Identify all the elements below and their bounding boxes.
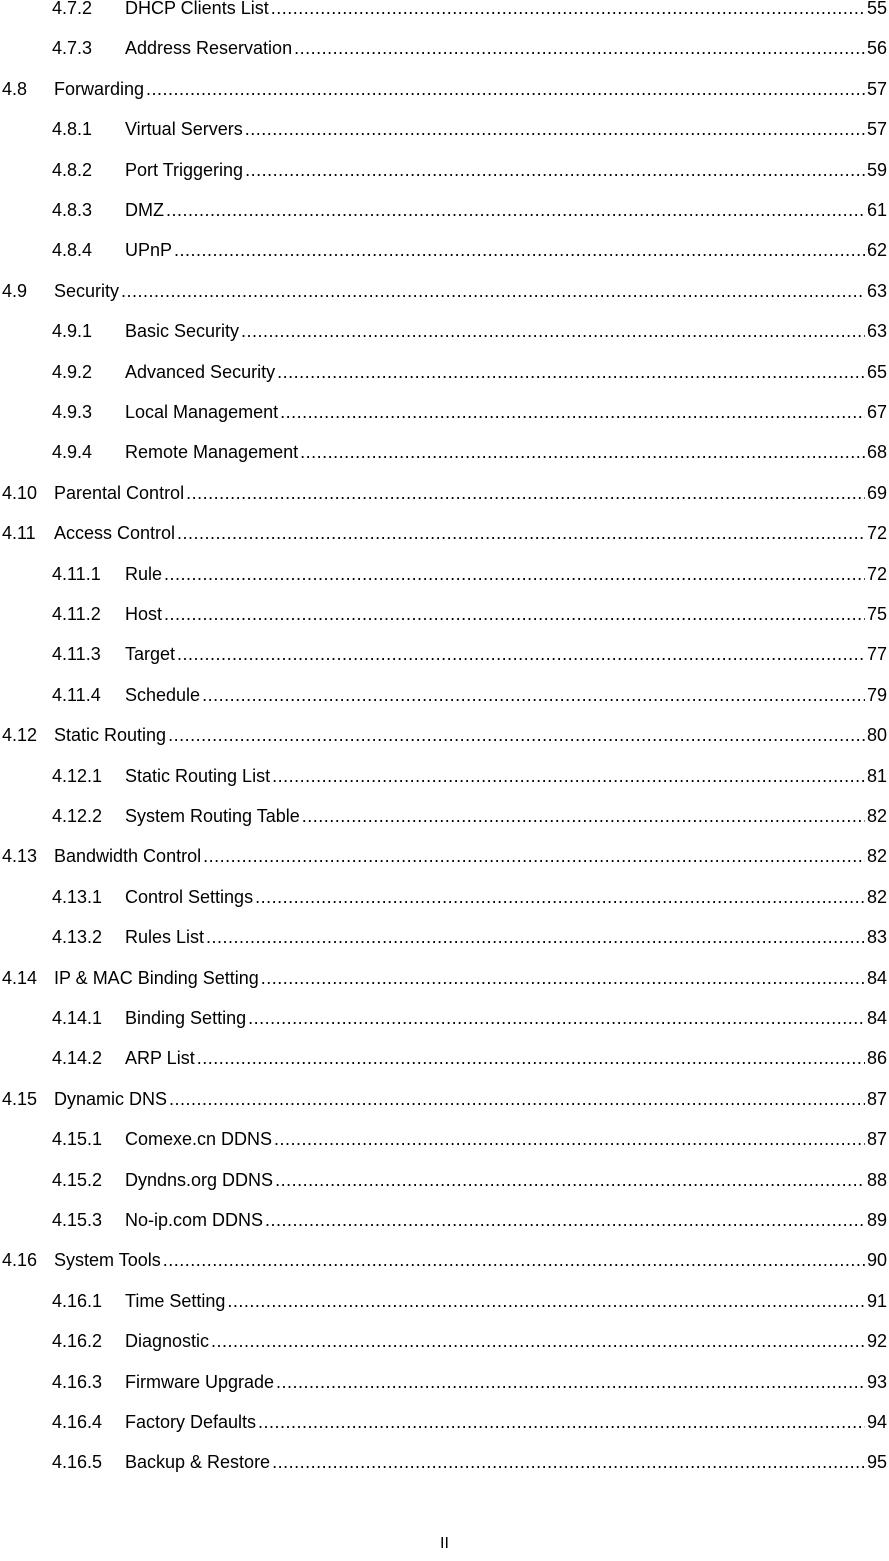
toc-entry-title: Security bbox=[54, 280, 120, 301]
toc-entry-title: Remote Management bbox=[125, 442, 299, 463]
dot-leader bbox=[164, 602, 865, 626]
toc-entry[interactable] bbox=[2, 279, 887, 303]
toc-entry-title: Parental Control bbox=[54, 482, 185, 503]
toc-entry[interactable] bbox=[52, 1208, 887, 1232]
toc-entry-number: 4.12.2 bbox=[52, 806, 103, 826]
toc-entry-title: Rules List bbox=[125, 927, 205, 948]
toc-entry[interactable] bbox=[52, 1329, 887, 1353]
toc-entry-page: 77 bbox=[866, 644, 887, 665]
toc-entry-number: 4.8.1 bbox=[52, 119, 93, 140]
toc-entry-number: 4.16.5 bbox=[52, 1452, 103, 1473]
dot-leader bbox=[276, 1370, 865, 1394]
toc-entry[interactable] bbox=[52, 1289, 887, 1313]
toc-entry[interactable] bbox=[52, 1046, 887, 1070]
toc-entry[interactable] bbox=[2, 844, 887, 868]
dot-leader bbox=[265, 1208, 865, 1232]
toc-entry-page: 59 bbox=[866, 159, 887, 180]
toc-entry-page: 89 bbox=[866, 1210, 887, 1230]
toc-entry[interactable] bbox=[2, 1087, 887, 1111]
dot-leader bbox=[227, 1289, 865, 1313]
toc-entry-number: 4.11.2 bbox=[52, 604, 101, 624]
toc-entry-title: System Tools bbox=[54, 1250, 161, 1271]
toc-entry[interactable] bbox=[52, 642, 887, 666]
toc-entry[interactable] bbox=[52, 319, 887, 343]
toc-entry-number: 4.12.1 bbox=[52, 765, 103, 786]
toc-entry-number: 4.7.3 bbox=[52, 38, 93, 59]
toc-entry-number: 4.10 bbox=[2, 482, 38, 503]
toc-entry[interactable] bbox=[52, 1127, 887, 1151]
toc-entry-title: Static Routing List bbox=[125, 765, 271, 786]
toc-entry-page: 91 bbox=[866, 1290, 887, 1311]
toc-entry[interactable] bbox=[52, 117, 887, 141]
toc-entry[interactable] bbox=[52, 562, 887, 586]
dot-leader bbox=[121, 279, 865, 303]
toc-entry-number: 4.8.3 bbox=[52, 200, 93, 220]
dot-leader bbox=[271, 0, 865, 20]
toc-entry[interactable] bbox=[52, 885, 887, 909]
toc-entry[interactable] bbox=[52, 1006, 887, 1030]
toc-entry-page: 87 bbox=[866, 1088, 887, 1109]
dot-leader bbox=[174, 238, 865, 262]
toc-entry[interactable] bbox=[52, 400, 887, 424]
toc-entry-number: 4.9.2 bbox=[52, 361, 93, 382]
toc-entry-title: Access Control bbox=[54, 523, 176, 544]
dot-leader bbox=[272, 1450, 865, 1474]
toc-entry-page: 90 bbox=[866, 1250, 887, 1271]
dot-leader bbox=[164, 562, 865, 586]
toc-entry[interactable] bbox=[52, 198, 887, 222]
dot-leader bbox=[177, 642, 865, 666]
toc-entry-page: 82 bbox=[866, 886, 887, 907]
toc-entry-number: 4.9.3 bbox=[52, 402, 93, 422]
toc-entry-number: 4.15.1 bbox=[52, 1129, 103, 1150]
dot-leader bbox=[255, 885, 865, 909]
toc-entry-page: 86 bbox=[866, 1048, 887, 1069]
dot-leader bbox=[169, 1087, 865, 1111]
toc-entry-number: 4.14 bbox=[2, 967, 38, 988]
toc-entry-number: 4.16.1 bbox=[52, 1290, 103, 1311]
toc-entry-number: 4.12 bbox=[2, 725, 38, 746]
toc-entry-page: 72 bbox=[866, 523, 887, 544]
toc-entry-title: Address Reservation bbox=[125, 38, 293, 59]
toc-entry[interactable] bbox=[2, 1248, 887, 1272]
toc-entry-page: 88 bbox=[866, 1169, 887, 1190]
toc-entry[interactable] bbox=[52, 1450, 887, 1474]
page-number: II bbox=[440, 1535, 449, 1552]
dot-leader bbox=[166, 198, 865, 222]
toc-entry-title: Control Settings bbox=[125, 886, 254, 907]
toc-entry-page: 84 bbox=[866, 1008, 887, 1028]
toc-entry-number: 4.16 bbox=[2, 1250, 38, 1271]
toc-entry-number: 4.14.2 bbox=[52, 1048, 103, 1069]
dot-leader bbox=[177, 521, 865, 545]
toc-entry-number: 4.11 bbox=[2, 523, 36, 544]
toc-entry[interactable] bbox=[2, 77, 887, 101]
toc-entry-number: 4.16.4 bbox=[52, 1412, 103, 1432]
toc-entry-title: Static Routing bbox=[54, 725, 167, 746]
toc-entry-title: Forwarding bbox=[54, 78, 145, 99]
toc-entry-number: 4.9.1 bbox=[52, 321, 93, 342]
dot-leader bbox=[280, 400, 865, 424]
dot-leader bbox=[277, 360, 865, 384]
toc-entry-title: Bandwidth Control bbox=[54, 846, 202, 867]
toc-entry-page: 69 bbox=[866, 482, 887, 503]
toc-entry-number: 4.13.1 bbox=[52, 886, 103, 907]
toc-entry-number: 4.8.2 bbox=[52, 159, 93, 180]
toc-entry[interactable] bbox=[52, 440, 887, 464]
toc-entry-number: 4.16.2 bbox=[52, 1331, 103, 1352]
toc-entry-page: 57 bbox=[866, 119, 887, 140]
toc-entry-number: 4.13 bbox=[2, 846, 38, 867]
toc-entry-page: 62 bbox=[866, 240, 887, 261]
toc-entry-title: ARP List bbox=[125, 1048, 195, 1069]
toc-entry-title: Target bbox=[125, 644, 176, 665]
toc-entry-number: 4.11.4 bbox=[52, 684, 101, 705]
toc-entry-page: 87 bbox=[866, 1129, 887, 1150]
toc-entry[interactable] bbox=[52, 158, 887, 182]
dot-leader bbox=[248, 1006, 865, 1030]
toc-entry-title: UPnP bbox=[125, 240, 173, 261]
toc-entry-page: 83 bbox=[866, 927, 887, 948]
toc-entry-title: Local Management bbox=[125, 402, 279, 422]
dot-leader bbox=[274, 1127, 865, 1151]
toc-entry-title: System Routing Table bbox=[125, 806, 300, 826]
toc-entry[interactable] bbox=[52, 1410, 887, 1434]
toc-entry-page: 84 bbox=[866, 967, 887, 988]
toc-entry[interactable] bbox=[52, 1168, 887, 1192]
toc-entry-title: Host bbox=[125, 604, 163, 624]
toc-entry[interactable] bbox=[2, 521, 887, 545]
toc-entry-title: Rule bbox=[125, 563, 163, 584]
toc-entry[interactable] bbox=[52, 1370, 887, 1394]
toc-entry-number: 4.13.2 bbox=[52, 927, 103, 948]
toc-entry[interactable] bbox=[52, 360, 887, 384]
toc-entry-number: 4.9 bbox=[2, 280, 28, 301]
toc-entry-number: 4.11.3 bbox=[52, 644, 101, 665]
toc-entry-page: 67 bbox=[866, 402, 887, 422]
toc-entry-number: 4.11.1 bbox=[52, 563, 101, 584]
toc-entry[interactable] bbox=[52, 683, 887, 707]
toc-entry-number: 4.9.4 bbox=[52, 442, 93, 463]
dot-leader bbox=[186, 481, 865, 505]
toc-entry-title: DHCP Clients List bbox=[125, 0, 269, 18]
toc-entry-number: 4.15.3 bbox=[52, 1210, 103, 1230]
toc-entry-page: 61 bbox=[866, 200, 887, 220]
toc-entry[interactable] bbox=[2, 481, 887, 505]
toc-entry-page: 79 bbox=[866, 684, 887, 705]
toc-entry-number: 4.14.1 bbox=[52, 1008, 103, 1028]
toc-entry[interactable] bbox=[52, 238, 887, 262]
toc-entry[interactable] bbox=[2, 966, 887, 990]
toc-entry-number: 4.8 bbox=[2, 78, 28, 99]
dot-leader bbox=[245, 158, 865, 182]
toc-entry-page: 57 bbox=[866, 78, 887, 99]
dot-leader bbox=[168, 723, 865, 747]
toc-entry-page: 95 bbox=[866, 1452, 887, 1473]
toc-entry-title: Advanced Security bbox=[125, 361, 276, 382]
toc-entry-page: 75 bbox=[866, 604, 887, 624]
toc-entry-page: 93 bbox=[866, 1371, 887, 1392]
toc-entry-page: 63 bbox=[866, 321, 887, 342]
dot-leader bbox=[206, 925, 865, 949]
toc-entry-number: 4.8.4 bbox=[52, 240, 93, 261]
toc-entry-title: IP & MAC Binding Setting bbox=[54, 967, 259, 988]
dot-leader bbox=[272, 764, 865, 788]
toc-entry-title: Binding Setting bbox=[125, 1008, 247, 1028]
dot-leader bbox=[245, 117, 865, 141]
toc-entry-title: Basic Security bbox=[125, 321, 240, 342]
toc-entry-title: Schedule bbox=[125, 684, 201, 705]
toc-entry[interactable] bbox=[52, 925, 887, 949]
toc-entry-title: Dynamic DNS bbox=[54, 1088, 168, 1109]
toc-entry-page: 80 bbox=[866, 725, 887, 746]
dot-leader bbox=[300, 440, 865, 464]
toc-entry-page: 68 bbox=[866, 442, 887, 463]
toc-entry-page: 94 bbox=[866, 1412, 887, 1432]
toc-entry-title: Port Triggering bbox=[125, 159, 244, 180]
dot-leader bbox=[294, 36, 865, 60]
toc-entry-title: Backup & Restore bbox=[125, 1452, 271, 1473]
dot-leader bbox=[146, 77, 865, 101]
toc-entry-title: Comexe.cn DDNS bbox=[125, 1129, 273, 1150]
toc-entry-page: 82 bbox=[866, 806, 887, 826]
dot-leader bbox=[275, 1168, 865, 1192]
toc-entry-page: 63 bbox=[866, 280, 887, 301]
toc-entry-page: 81 bbox=[866, 765, 887, 786]
dot-leader bbox=[241, 319, 865, 343]
toc-entry-number: 4.15 bbox=[2, 1088, 38, 1109]
dot-leader bbox=[258, 1410, 865, 1434]
toc-entry-title: Diagnostic bbox=[125, 1331, 210, 1352]
toc-entry-title: Virtual Servers bbox=[125, 119, 243, 140]
toc-entry[interactable] bbox=[52, 602, 887, 626]
toc-entry-page: 65 bbox=[866, 361, 887, 382]
toc-entry[interactable] bbox=[52, 804, 887, 828]
toc-entry-page: 72 bbox=[866, 563, 887, 584]
dot-leader bbox=[211, 1329, 865, 1353]
toc-entry[interactable] bbox=[52, 36, 887, 60]
toc-entry-number: 4.7.2 bbox=[52, 0, 93, 18]
toc-entry-title: Firmware Upgrade bbox=[125, 1371, 275, 1392]
toc-entry-title: No-ip.com DDNS bbox=[125, 1210, 264, 1230]
dot-leader bbox=[261, 966, 865, 990]
toc-entry-title: DMZ bbox=[125, 200, 164, 220]
toc-entry-number: 4.16.3 bbox=[52, 1371, 103, 1392]
toc-entry[interactable] bbox=[52, 764, 887, 788]
toc-entry-number: 4.15.2 bbox=[52, 1169, 103, 1190]
toc-entry-title: Factory Defaults bbox=[125, 1412, 257, 1432]
toc-entry-title: Dyndns.org DDNS bbox=[125, 1169, 274, 1190]
toc-entry-page: 56 bbox=[866, 38, 887, 59]
toc-entry-title: Time Setting bbox=[125, 1290, 226, 1311]
toc-entry-page: 82 bbox=[866, 846, 887, 867]
toc-entry-page: 92 bbox=[866, 1331, 887, 1352]
toc-entry[interactable] bbox=[2, 723, 887, 747]
dot-leader bbox=[203, 844, 865, 868]
dot-leader bbox=[163, 1248, 865, 1272]
toc-entry[interactable] bbox=[52, 0, 887, 20]
toc-entry-page: 55 bbox=[866, 0, 887, 18]
dot-leader bbox=[197, 1046, 865, 1070]
dot-leader bbox=[202, 683, 865, 707]
dot-leader bbox=[302, 804, 865, 828]
